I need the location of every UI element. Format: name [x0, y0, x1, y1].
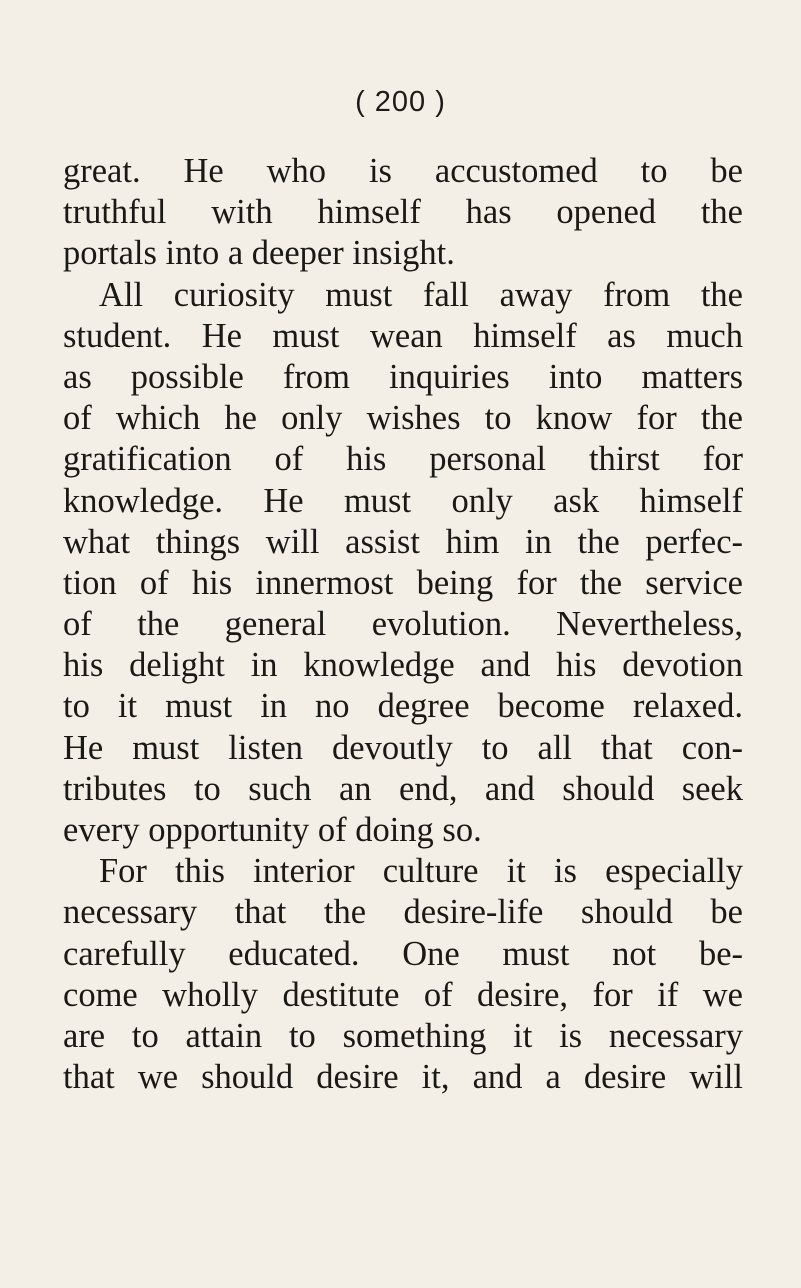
text-line: truthful with himself has opened the — [63, 193, 743, 232]
text-line: carefully educated. One must not be- — [63, 934, 743, 973]
text-line: are to attain to something it is necessary — [63, 1016, 743, 1055]
text-line: great. He who is accustomed to be — [63, 152, 743, 190]
text-line: student. He must wean himself as much — [63, 316, 743, 355]
text-line: knowledge. He must only ask himself — [63, 481, 743, 520]
text-line: to it must in no degree become relaxed. — [63, 687, 743, 726]
page-number: ( 200 ) — [355, 86, 446, 118]
text-line: He must listen devoutly to all that con- — [63, 728, 743, 767]
text-line: his delight in knowledge and his devotion — [63, 646, 743, 685]
text-line: For this interior culture it is especially — [99, 852, 743, 891]
text-line: necessary that the desire-life should be — [63, 893, 743, 932]
text-line: every opportunity of doing so. — [63, 811, 482, 849]
text-line: portals into a deeper insight. — [63, 234, 455, 273]
text-line: tributes to such an end, and should seek — [63, 769, 743, 808]
text-line: tion of his innermost being for the service — [63, 563, 743, 602]
text-line: that we should desire it, and a desire will — [63, 1058, 743, 1097]
text-line: All curiosity must fall away from the — [99, 275, 743, 314]
text-line: what things will assist him in the perfec- — [63, 522, 743, 561]
body-text — [63, 151, 743, 1098]
text-line: of which he only wishes to know for the — [63, 399, 743, 438]
text-line: of the general evolution. Nevertheless, — [63, 605, 743, 644]
text-line: gratification of his personal thirst for — [63, 440, 743, 479]
text-line: come wholly destitute of desire, for if we — [63, 975, 743, 1014]
text-line: as possible from inquiries into matters — [63, 357, 743, 396]
